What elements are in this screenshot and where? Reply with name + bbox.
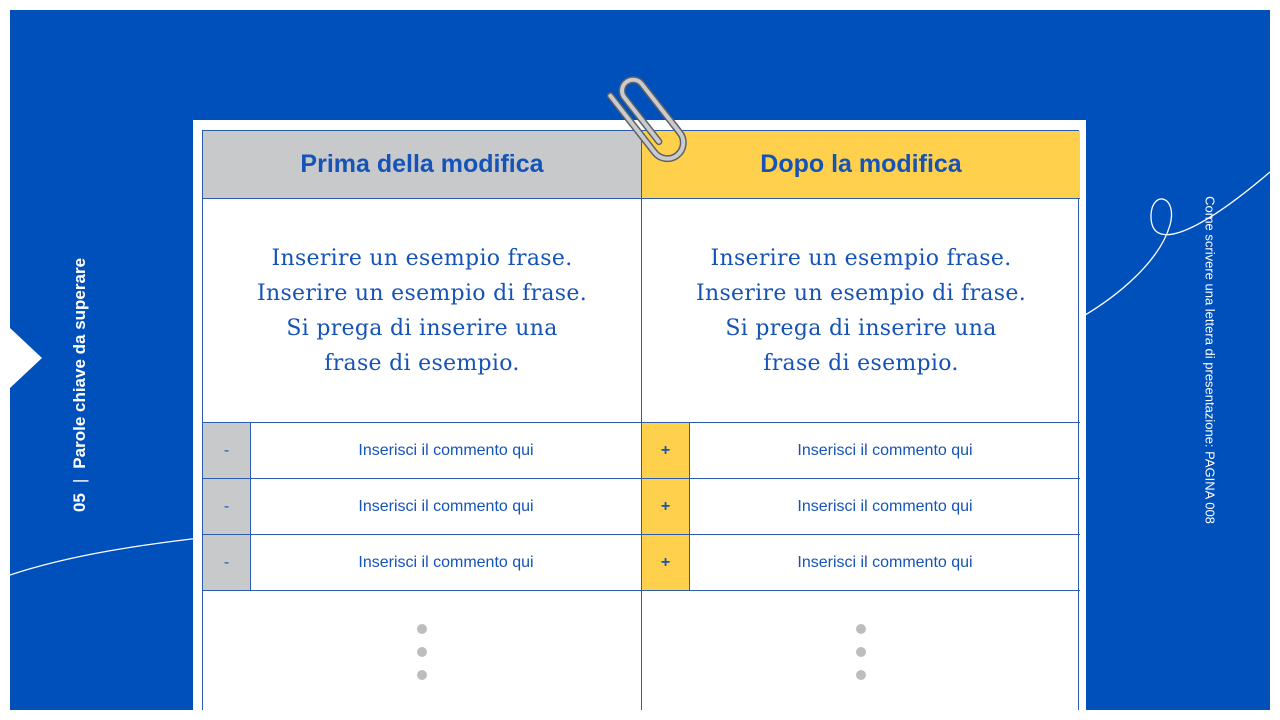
comparison-card <box>193 120 1086 710</box>
section-label <box>70 258 90 512</box>
plus-sign: + <box>642 423 690 478</box>
minus-sign: - <box>203 479 251 534</box>
section-number: 05 <box>70 493 89 513</box>
comment-row <box>203 423 641 479</box>
section-title: Parole chiave da superare <box>70 257 89 469</box>
comment-row <box>203 535 641 591</box>
comment-text: Inserisci il commento qui <box>358 441 534 459</box>
comment-row <box>642 423 1080 479</box>
comment-text: Inserisci il commento qui <box>797 441 973 459</box>
slide <box>10 10 1270 710</box>
comment-text: Inserisci il commento qui <box>797 553 973 571</box>
comment-row <box>642 479 1080 535</box>
minus-sign: - <box>203 423 251 478</box>
example-sentence: Inserire un esempio frase. Inserire un esempio di frase. Si prega di inserire una frase di esempio. <box>203 199 641 423</box>
example-sentence: Inserire un esempio frase. Inserire un esempio di frase. Si prega di inserire una frase di esempio. <box>642 199 1080 423</box>
column-before <box>203 131 641 710</box>
column-before-title: Prima della modifica <box>203 131 641 199</box>
column-after <box>641 131 1080 710</box>
comment-text: Inserisci il commento qui <box>797 497 973 515</box>
ellipsis-vertical-icon <box>642 591 1080 710</box>
minus-sign: - <box>203 535 251 590</box>
side-notch <box>10 328 42 388</box>
page-info: Come scrivere una lettera di presentazione: PAGINA 008 <box>1202 196 1218 524</box>
ellipsis-vertical-icon <box>203 591 641 710</box>
plus-sign: + <box>642 535 690 590</box>
section-separator: | <box>70 478 89 484</box>
comment-text: Inserisci il commento qui <box>358 553 534 571</box>
paperclip-icon <box>590 70 710 185</box>
comment-row <box>642 535 1080 591</box>
comment-row <box>203 479 641 535</box>
comparison-table <box>202 130 1079 710</box>
plus-sign: + <box>642 479 690 534</box>
comment-text: Inserisci il commento qui <box>358 497 534 515</box>
column-after-title: Dopo la modifica <box>642 131 1080 199</box>
